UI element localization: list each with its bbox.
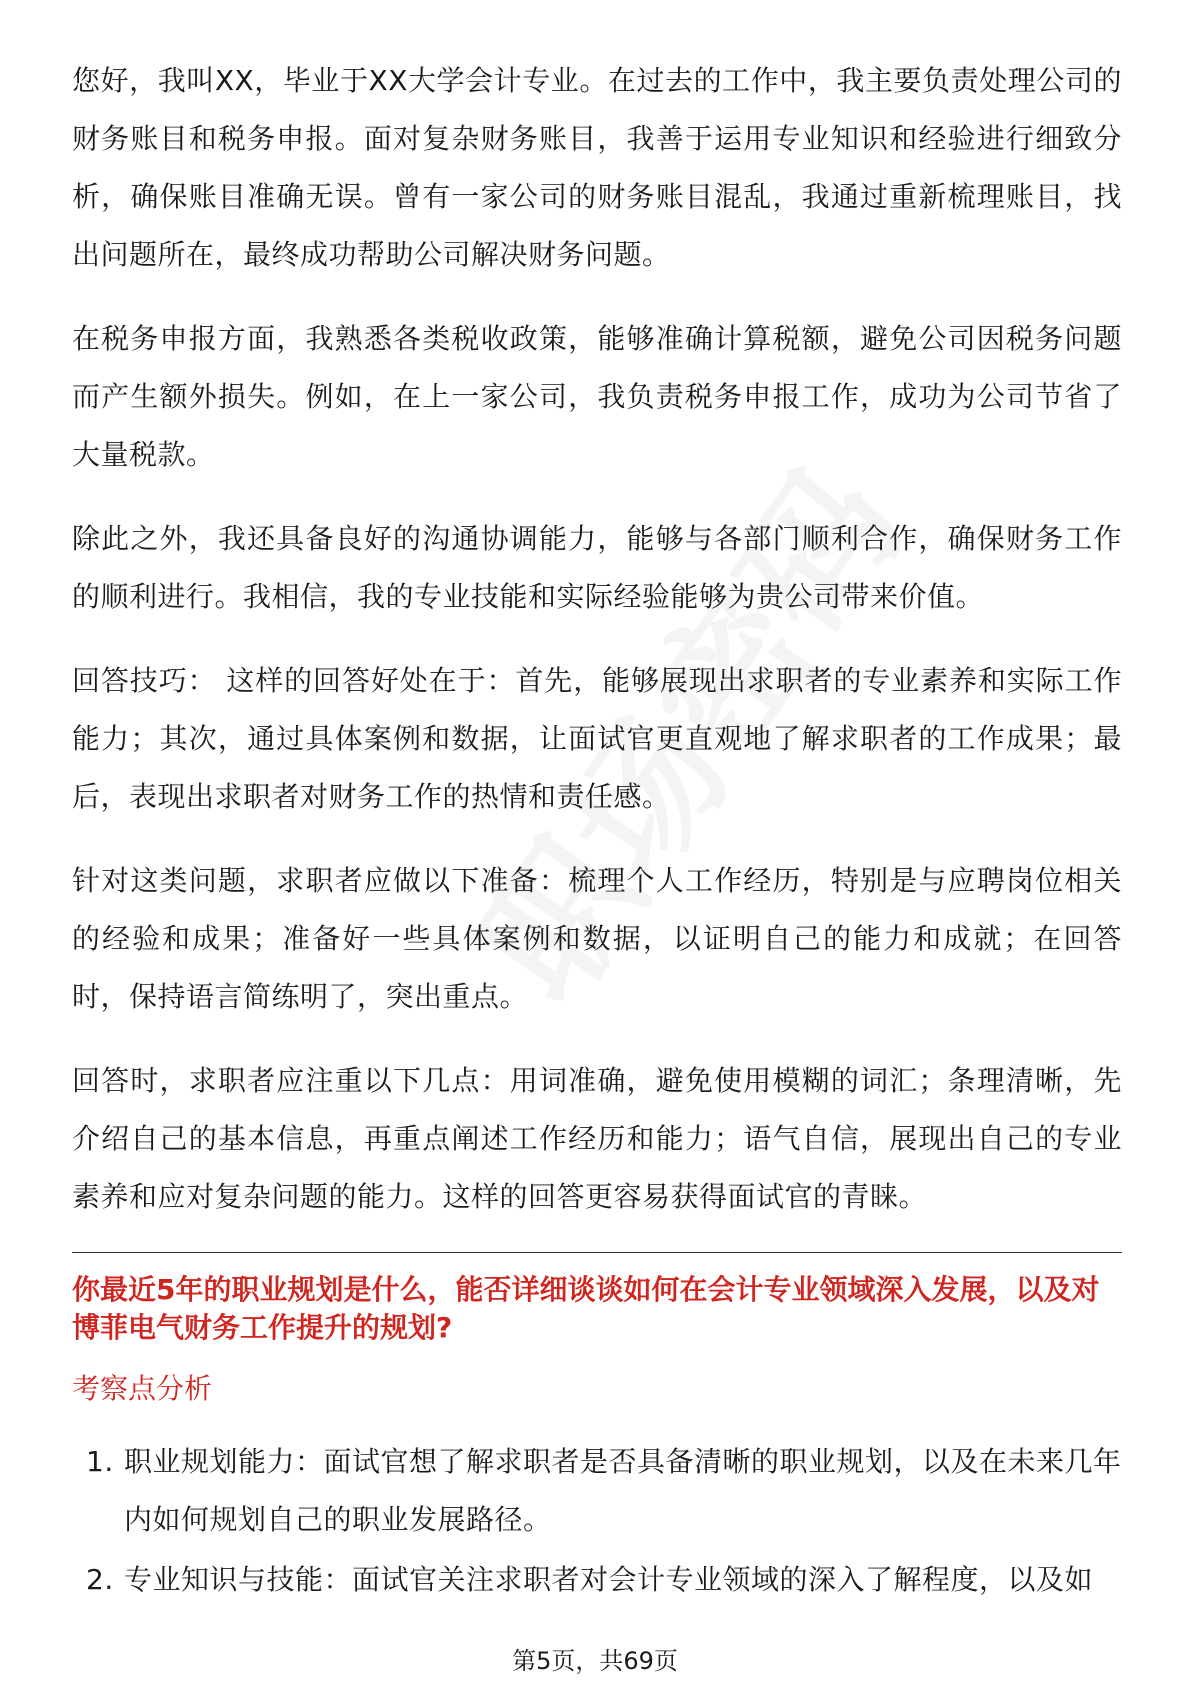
interview-question: 你最近5年的职业规划是什么，能否详细谈谈如何在会计专业领域深入发展，以及对博菲电气财务工作提升的规划? bbox=[72, 1273, 1100, 1344]
analysis-points-list bbox=[72, 1433, 1122, 1609]
analysis-heading: 考察点分析 bbox=[72, 1372, 213, 1405]
list-item bbox=[72, 1551, 1122, 1609]
page-footer: 第5页，共69页 bbox=[512, 1647, 678, 1675]
answer-points-paragraph: 回答时，求职者应注重以下几点：用词准确，避免使用模糊的词汇；条理清晰，先介绍自己的基本信息，再重点阐述工作经历和能力；语气自信，展现出自己的专业素养和应对复杂问题的能力。这样的回答更容易获得面试官的青睐。 bbox=[72, 1064, 1122, 1213]
answer-paragraph-2: 在税务申报方面，我熟悉各类税收政策，能够准确计算税额，避免公司因税务问题而产生额外损失。例如，在上一家公司，我负责税务申报工作，成功为公司节省了大量税款。 bbox=[72, 322, 1122, 471]
list-item-number: 2. bbox=[86, 1563, 114, 1596]
section-divider bbox=[72, 1252, 1122, 1253]
answer-paragraph-3: 除此之外，我还具备良好的沟通协调能力，能够与各部门顺利合作，确保财务工作的顺利进行。我相信，我的专业技能和实际经验能够为贵公司带来价值。 bbox=[72, 522, 1122, 613]
document-page bbox=[72, 52, 1122, 1611]
list-item-text: 职业规划能力：面试官想了解求职者是否具备清晰的职业规划，以及在未来几年内如何规划自己的职业发展路径。 bbox=[124, 1445, 1122, 1536]
answer-tips-paragraph: 回答技巧： 这样的回答好处在于：首先，能够展现出求职者的专业素养和实际工作能力；其次，通过具体案例和数据，让面试官更直观地了解求职者的工作成果；最后，表现出求职者对财务工作的热情和责任感。 bbox=[72, 664, 1122, 813]
list-item-number: 1. bbox=[86, 1445, 114, 1478]
answer-paragraph-1: 您好，我叫XX，毕业于XX大学会计专业。在过去的工作中，我主要负责处理公司的财务账目和税务申报。面对复杂财务账目，我善于运用专业知识和经验进行细致分析，确保账目准确无误。曾有一家公司的财务账目混乱，我通过重新梳理账目，找出问题所在，最终成功帮助公司解决财务问题。 bbox=[72, 64, 1122, 271]
list-item-text: 专业知识与技能：面试官关注求职者对会计专业领域的深入了解程度，以及如 bbox=[124, 1563, 1094, 1596]
list-item bbox=[72, 1433, 1122, 1549]
preparation-paragraph: 针对这类问题，求职者应做以下准备：梳理个人工作经历，特别是与应聘岗位相关的经验和成果；准备好一些具体案例和数据，以证明自己的能力和成就；在回答时，保持语言简练明了，突出重点。 bbox=[72, 864, 1122, 1013]
